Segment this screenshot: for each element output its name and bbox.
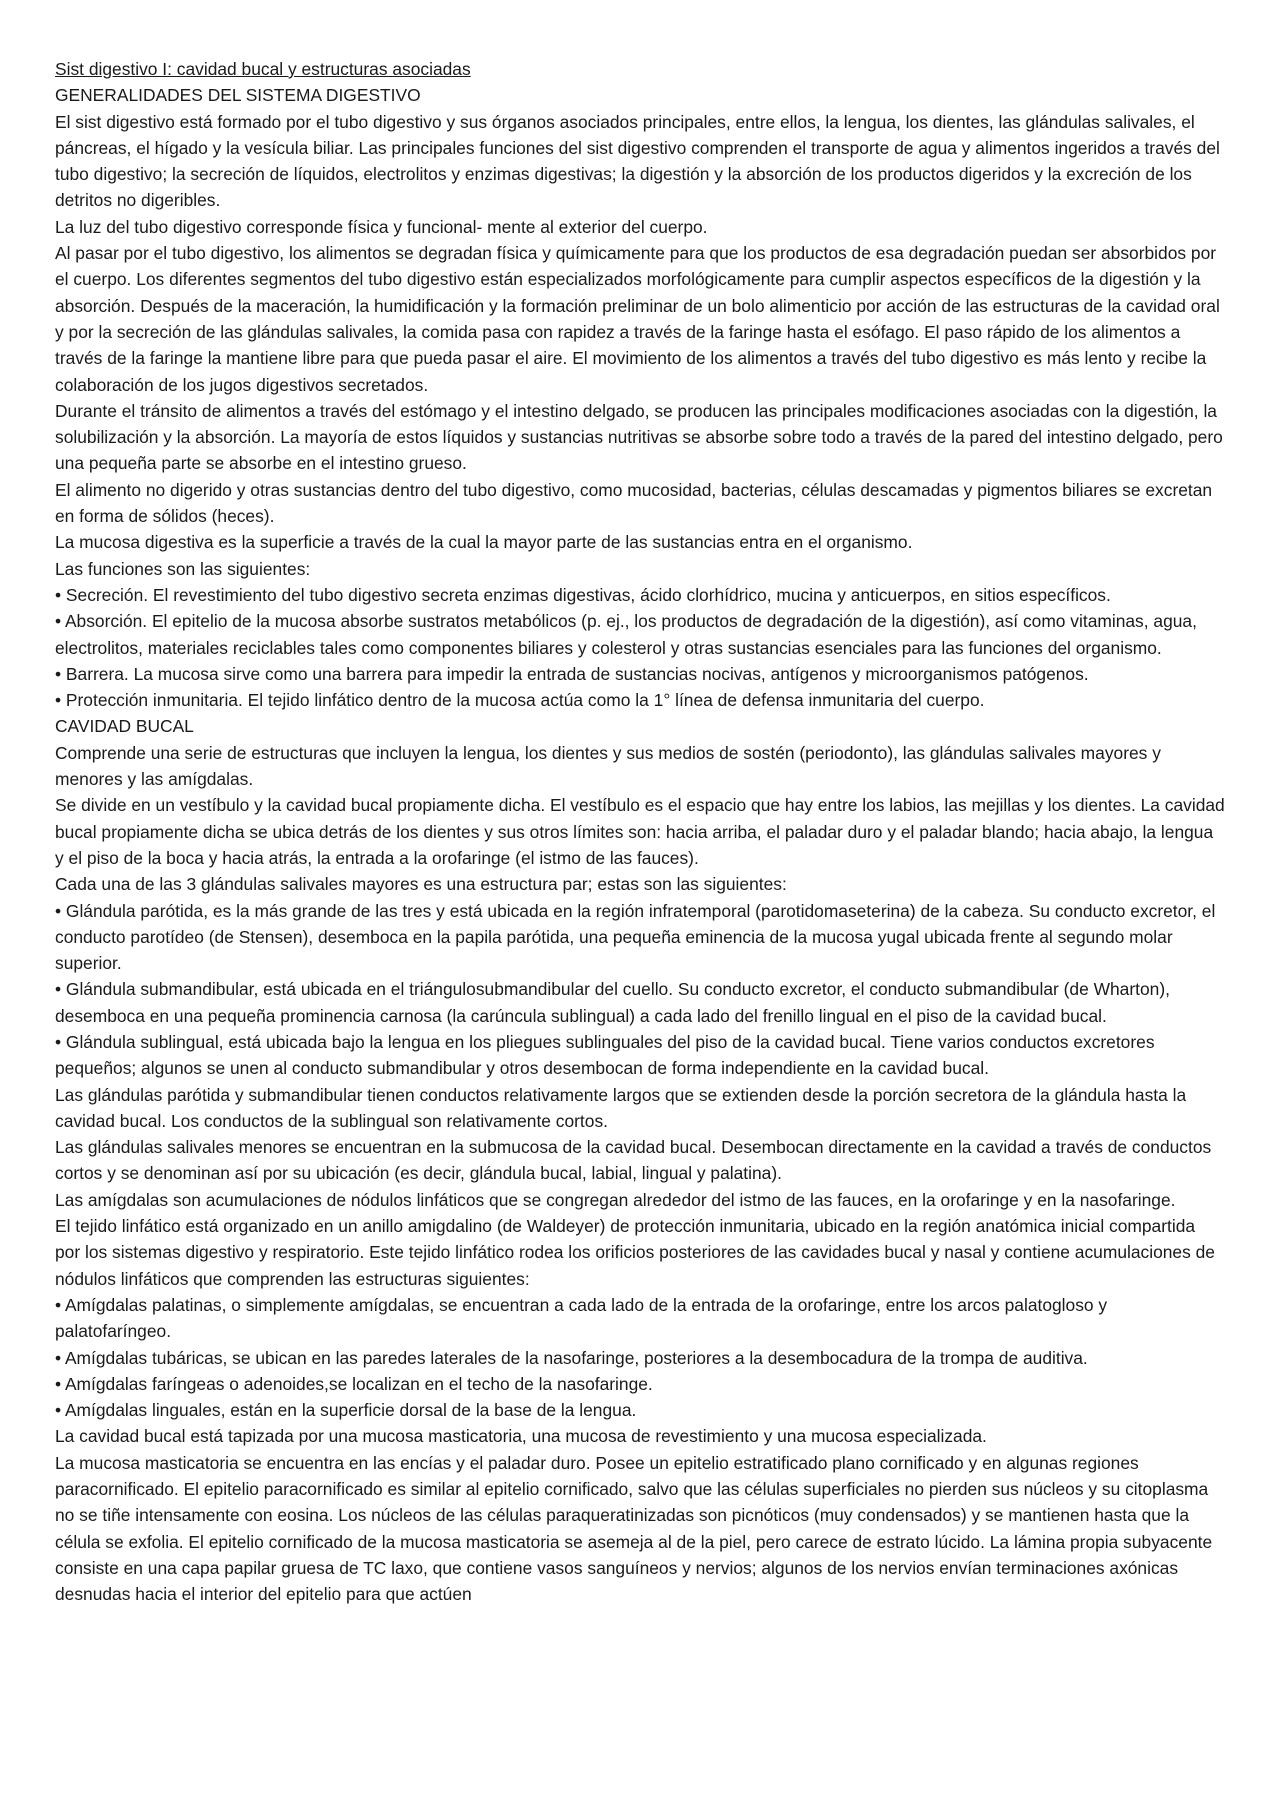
paragraph: Durante el tránsito de alimentos a través del estómago y el intestino delgado, se producen las principales modificaciones asociadas con la digestión, la solubilización y la absorción. La mayoría de estos líquidos y sustancias nutritivas se absorbe sobre todo a través de la pared del intestino delgado, pero una pequeña parte se absorbe en el intestino grueso.	[55, 400, 1223, 474]
section-heading: GENERALIDADES DEL SISTEMA DIGESTIVO	[55, 85, 421, 106]
paragraph: Las amígdalas son acumulaciones de nódulos linfáticos que se congregan alrededor del istmo de las fauces, en la orofaringe y en la nasofaringe.	[55, 1189, 1176, 1210]
bullet-item: • Absorción. El epitelio de la mucosa absorbe sustratos metabólicos (p. ej., los productos de degradación de la digestión), así como vitaminas, agua, electrolitos, materiales reciclables tales como componentes biliares y colesterol y otras sustancias esenciales para las funciones del organismo.	[55, 611, 1197, 658]
bullet-item: • Glándula parótida, es la más grande de las tres y está ubicada en la región infratemporal (parotidomaseterina) de la cabeza. Su conducto excretor, el conducto parotídeo (de Stensen), desemboca en la papila parótida, una pequeña eminencia de la mucosa yugal ubicada frente al segundo molar superior.	[55, 900, 1216, 974]
bullet-item: • Amígdalas linguales, están en la superficie dorsal de la base de la lengua.	[55, 1400, 637, 1421]
document-title: Sist digestivo I: cavidad bucal y estructuras asociadas	[55, 59, 471, 79]
paragraph: El sist digestivo está formado por el tubo digestivo y sus órganos asociados principales, entre ellos, la lengua, los dientes, las glándulas salivales, el páncreas, el hígado y la vesícula biliar. Las principales funciones del sist digestivo comprenden el transporte de agua y alimentos ingeridos a través del tubo digestivo; la secreción de líquidos, electrolitos y enzimas digestivas; la digestión y la absorción de los productos digeridos y la excreción de los detritos no digeribles.	[55, 111, 1220, 211]
paragraph: Las glándulas parótida y submandibular tienen conductos relativamente largos que se extienden desde la porción secretora de la glándula hasta la cavidad bucal. Los conductos de la sublingual son relativamente cortos.	[55, 1084, 1187, 1131]
section-heading: CAVIDAD BUCAL	[55, 716, 194, 737]
paragraph: Las glándulas salivales menores se encuentran en la submucosa de la cavidad bucal. Desembocan directamente en la cavidad a través de conductos cortos y se denominan así por su ubicación (es decir, glándula bucal, labial, lingual y palatina).	[55, 1137, 1212, 1184]
bullet-item: • Amígdalas tubáricas, se ubican en las paredes laterales de la nasofaringe, posteriores a la desembocadura de la trompa de auditiva.	[55, 1347, 1088, 1368]
paragraph: El alimento no digerido y otras sustancias dentro del tubo digestivo, como mucosidad, bacterias, células descamadas y pigmentos biliares se excretan en forma de sólidos (heces).	[55, 479, 1213, 527]
bullet-item: • Glándula sublingual, está ubicada bajo la lengua en los pliegues sublinguales del piso de la cavidad bucal. Tiene varios conductos excretores pequeños; algunos se unen al conducto submandibular y otros desembocan de forma independiente en la cavidad bucal.	[55, 1031, 1155, 1079]
document-body	[55, 56, 1225, 1608]
bullet-item: • Amígdalas palatinas, o simplemente amígdalas, se encuentran a cada lado de la entrada de la orofaringe, entre los arcos palatogloso y palatofaríngeo.	[55, 1294, 1108, 1342]
paragraph: La luz del tubo digestivo corresponde física y funcional- mente al exterior del cuerpo.	[55, 216, 708, 237]
bullet-item: • Barrera. La mucosa sirve como una barrera para impedir la entrada de sustancias nocivas, antígenos y microorganismos patógenos.	[55, 663, 1089, 684]
bullet-item: • Secreción. El revestimiento del tubo digestivo secreta enzimas digestivas, ácido clorhídrico, mucina y anticuerpos, en sitios específicos.	[55, 584, 1111, 605]
bullet-item: • Glándula submandibular, está ubicada en el triángulosubmandibular del cuello. Su conducto excretor, el conducto submandibular (de Wharton), desemboca en una pequeña prominencia carnosa (la carúncula sublingual) a cada lado del frenillo lingual en el piso de la cavidad bucal.	[55, 979, 1170, 1026]
paragraph: La mucosa digestiva es la superficie a través de la cual la mayor parte de las sustancias entra en el organismo.	[55, 532, 913, 553]
paragraph: Comprende una serie de estructuras que incluyen la lengua, los dientes y sus medios de sostén (periodonto), las glándulas salivales mayores y menores y las amígdalas.	[55, 742, 1161, 790]
paragraph: La mucosa masticatoria se encuentra en las encías y el paladar duro. Posee un epitelio estratificado plano cornificado y en algunas regiones paracornificado. El epitelio paracornificado es similar al epitelio cornificado, salvo que las células superficiales no pierden sus núcleos y su citoplasma no se tiñe intensamente con eosina. Los núcleos de las células paraqueratinizadas son picnóticos (muy condensados) y se mantienen hasta que la célula se exfolia. El epitelio cornificado de la mucosa masticatoria se asemeja al de la piel, pero carece de estrato lúcido. La lámina propia subyacente consiste en una capa papilar gruesa de TC laxo, que contiene vasos sanguíneos y nervios; algunos de los nervios envían terminaciones axónicas desnudas hacia el interior del epitelio para que actúen	[55, 1452, 1213, 1605]
bullet-item: • Protección inmunitaria. El tejido linfático dentro de la mucosa actúa como la 1° línea de defensa inmunitaria del cuerpo.	[55, 690, 985, 711]
paragraph: Se divide en un vestíbulo y la cavidad bucal propiamente dicha. El vestíbulo es el espacio que hay entre los labios, las mejillas y los dientes. La cavidad bucal propiamente dicha se ubica detrás de los dientes y sus otros límites son: hacia arriba, el paladar duro y el paladar blando; hacia abajo, la lengua y el piso de la boca y hacia atrás, la entrada a la orofaringe (el istmo de las fauces).	[55, 795, 1225, 868]
paragraph: Al pasar por el tubo digestivo, los alimentos se degradan física y químicamente para que los productos de esa degradación puedan ser absorbidos por el cuerpo. Los diferentes segmentos del tubo digestivo están especializados morfológicamente para cumplir aspectos específicos de la digestión y la absorción. Después de la maceración, la humidificación y la formación preliminar de un bolo alimenticio por acción de las estructuras de la cavidad oral y por la secreción de las glándulas salivales, la comida pasa con rapidez a través de la faringe hasta el esófago. El paso rápido de los alimentos a través de la faringe la mantiene libre para que pueda pasar el aire. El movimiento de los alimentos a través del tubo digestivo es más lento y recibe la colaboración de los jugos digestivos secretados.	[55, 243, 1220, 395]
paragraph: Cada una de las 3 glándulas salivales mayores es una estructura par; estas son las siguientes:	[55, 874, 787, 895]
paragraph: La cavidad bucal está tapizada por una mucosa masticatoria, una mucosa de revestimiento y una mucosa especializada.	[55, 1426, 987, 1447]
paragraph: Las funciones son las siguientes:	[55, 558, 311, 579]
bullet-item: • Amígdalas faríngeas o adenoides,se localizan en el techo de la nasofaringe.	[55, 1373, 653, 1394]
paragraph: El tejido linfático está organizado en un anillo amigdalino (de Waldeyer) de protección inmunitaria, ubicado en la región anatómica inicial compartida por los sistemas digestivo y respiratorio. Este tejido linfático rodea los orificios posteriores de las cavidades bucal y nasal y contiene acumulaciones de nódulos linfáticos que comprenden las estructuras siguientes:	[55, 1216, 1215, 1289]
